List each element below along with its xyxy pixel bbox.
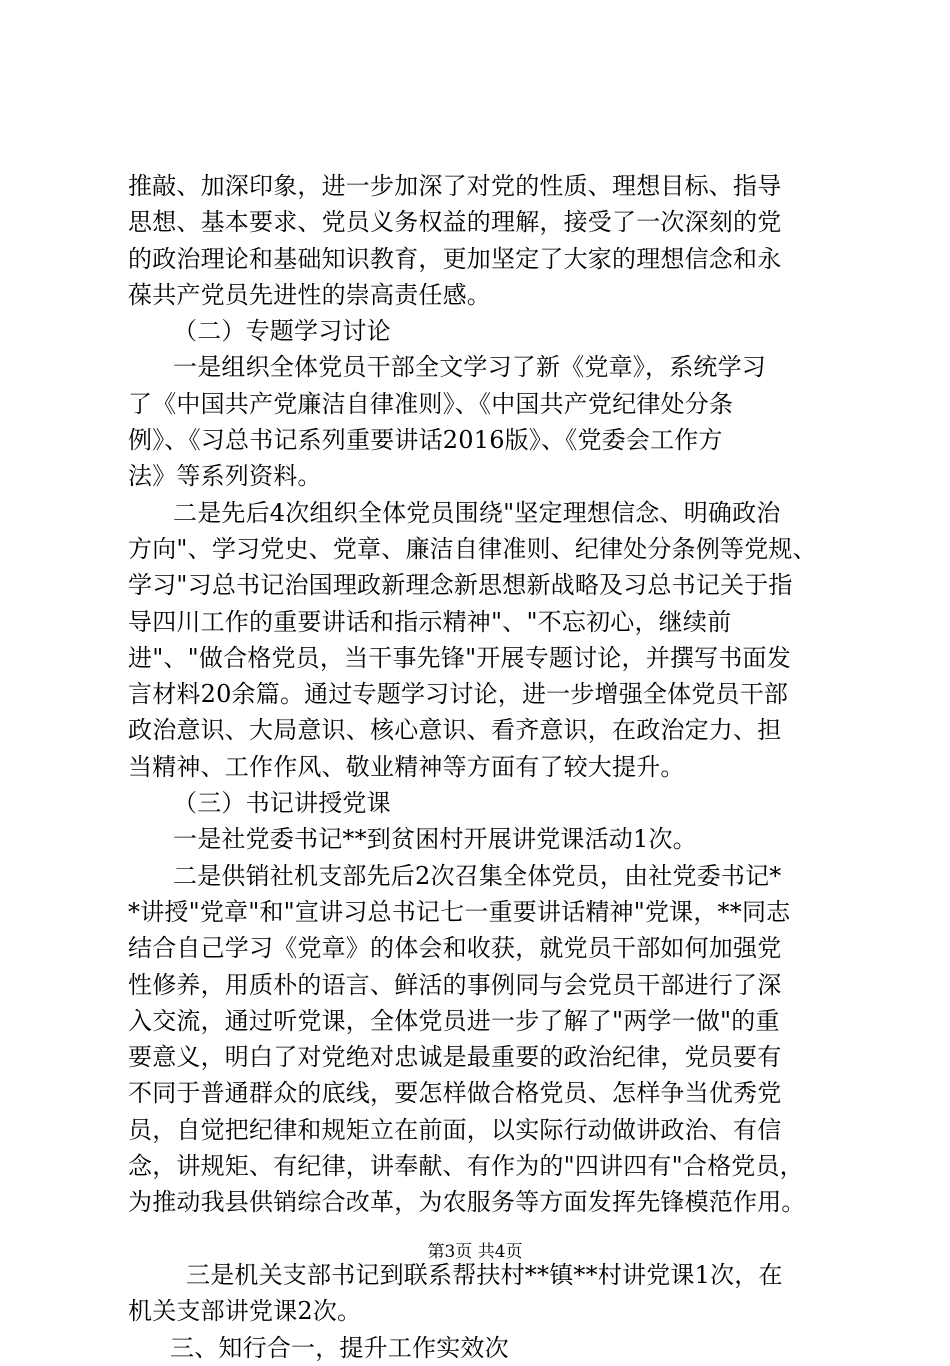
paragraph-line: 机关支部讲党课2次。: [128, 1297, 362, 1326]
paragraph-line: 不同于普通群众的底线，要怎样做合格党员、怎样争当优秀党: [128, 1079, 782, 1108]
paragraph-line: 一是组织全体党员干部全文学习了新《党章》，系统学习: [173, 353, 766, 382]
paragraph-line: 言材料20余篇。通过专题学习讨论，进一步增强全体党员干部: [128, 680, 789, 709]
paragraph-line: 葆共产党员先进性的崇高责任感。: [128, 280, 491, 309]
paragraph-line: 法》等系列资料。: [128, 462, 322, 491]
paragraph-line: 结合自己学习《党章》的体会和收获，就党员干部如何加强党: [128, 934, 782, 963]
paragraph-line: 的政治理论和基础知识教育，更加坚定了大家的理想信念和永: [128, 244, 782, 273]
paragraph-line: *讲授"党章"和"宣讲习总书记七一重要讲话精神"党课，**同志: [128, 897, 791, 926]
paragraph-line: 要意义，明白了对党绝对忠诚是最重要的政治纪律，党员要有: [128, 1043, 782, 1072]
paragraph-line: 了《中国共产党廉洁自律准则》、《中国共产党纪律处分条: [128, 389, 734, 418]
section-heading: 三、知行合一，提升工作实效次: [170, 1333, 509, 1362]
paragraph-line: 方向"、学习党史、党章、廉洁自律准则、纪律处分条例等党规、: [128, 534, 817, 563]
document-body: [128, 168, 850, 1366]
paragraph-line: 思想、基本要求、党员义务权益的理解，接受了一次深刻的党: [128, 208, 782, 237]
paragraph-line: 二是供销社机支部先后2次召集全体党员，由社党委书记*: [173, 861, 782, 890]
paragraph-line: 入交流，通过听党课，全体党员进一步了解了"两学一做"的重: [128, 1006, 780, 1035]
paragraph-line: 三是机关支部书记到联系帮扶村**镇**村讲党课1次，在: [186, 1260, 783, 1289]
paragraph-line: 一是社党委书记**到贫困村开展讲党课活动1次。: [173, 825, 697, 854]
section-heading: （二）专题学习讨论: [173, 317, 391, 346]
paragraph-line: 当精神、工作作风、敬业精神等方面有了较大提升。: [128, 752, 685, 781]
paragraph-line: 念，讲规矩、有纪律，讲奉献、有作为的"四讲四有"合格党员，: [128, 1152, 804, 1181]
paragraph-line: 二是先后4次组织全体党员围绕"坚定理想信念、明确政治: [173, 498, 781, 527]
paragraph-line: 学习"习总书记治国理政新理念新思想新战略及习总书记关于指: [128, 571, 793, 600]
paragraph-line: 为推动我县供销综合改革，为农服务等方面发挥先锋模范作用。: [128, 1188, 806, 1217]
paragraph-line: 员，自觉把纪律和规矩立在前面，以实际行动做讲政治、有信: [128, 1115, 782, 1144]
page-number-footer: 第3页 共4页: [427, 1242, 523, 1262]
paragraph-line: 推敲、加深印象，进一步加深了对党的性质、理想目标、指导: [128, 172, 782, 200]
paragraph-line: 政治意识、大局意识、核心意识、看齐意识，在政治定力、担: [128, 716, 782, 745]
paragraph-line: 进"、"做合格党员，当干事先锋"开展专题讨论，并撰写书面发: [128, 643, 791, 672]
paragraph-line: 例》、《习总书记系列重要讲话2016版》、《党委会工作方: [128, 426, 723, 455]
section-heading: （三）书记讲授党课: [173, 789, 391, 818]
paragraph-line: 导四川工作的重要讲话和指示精神"、"不忘初心，继续前: [128, 607, 732, 636]
paragraph-line: 性修养，用质朴的语言、鲜活的事例同与会党员干部进行了深: [128, 970, 782, 999]
